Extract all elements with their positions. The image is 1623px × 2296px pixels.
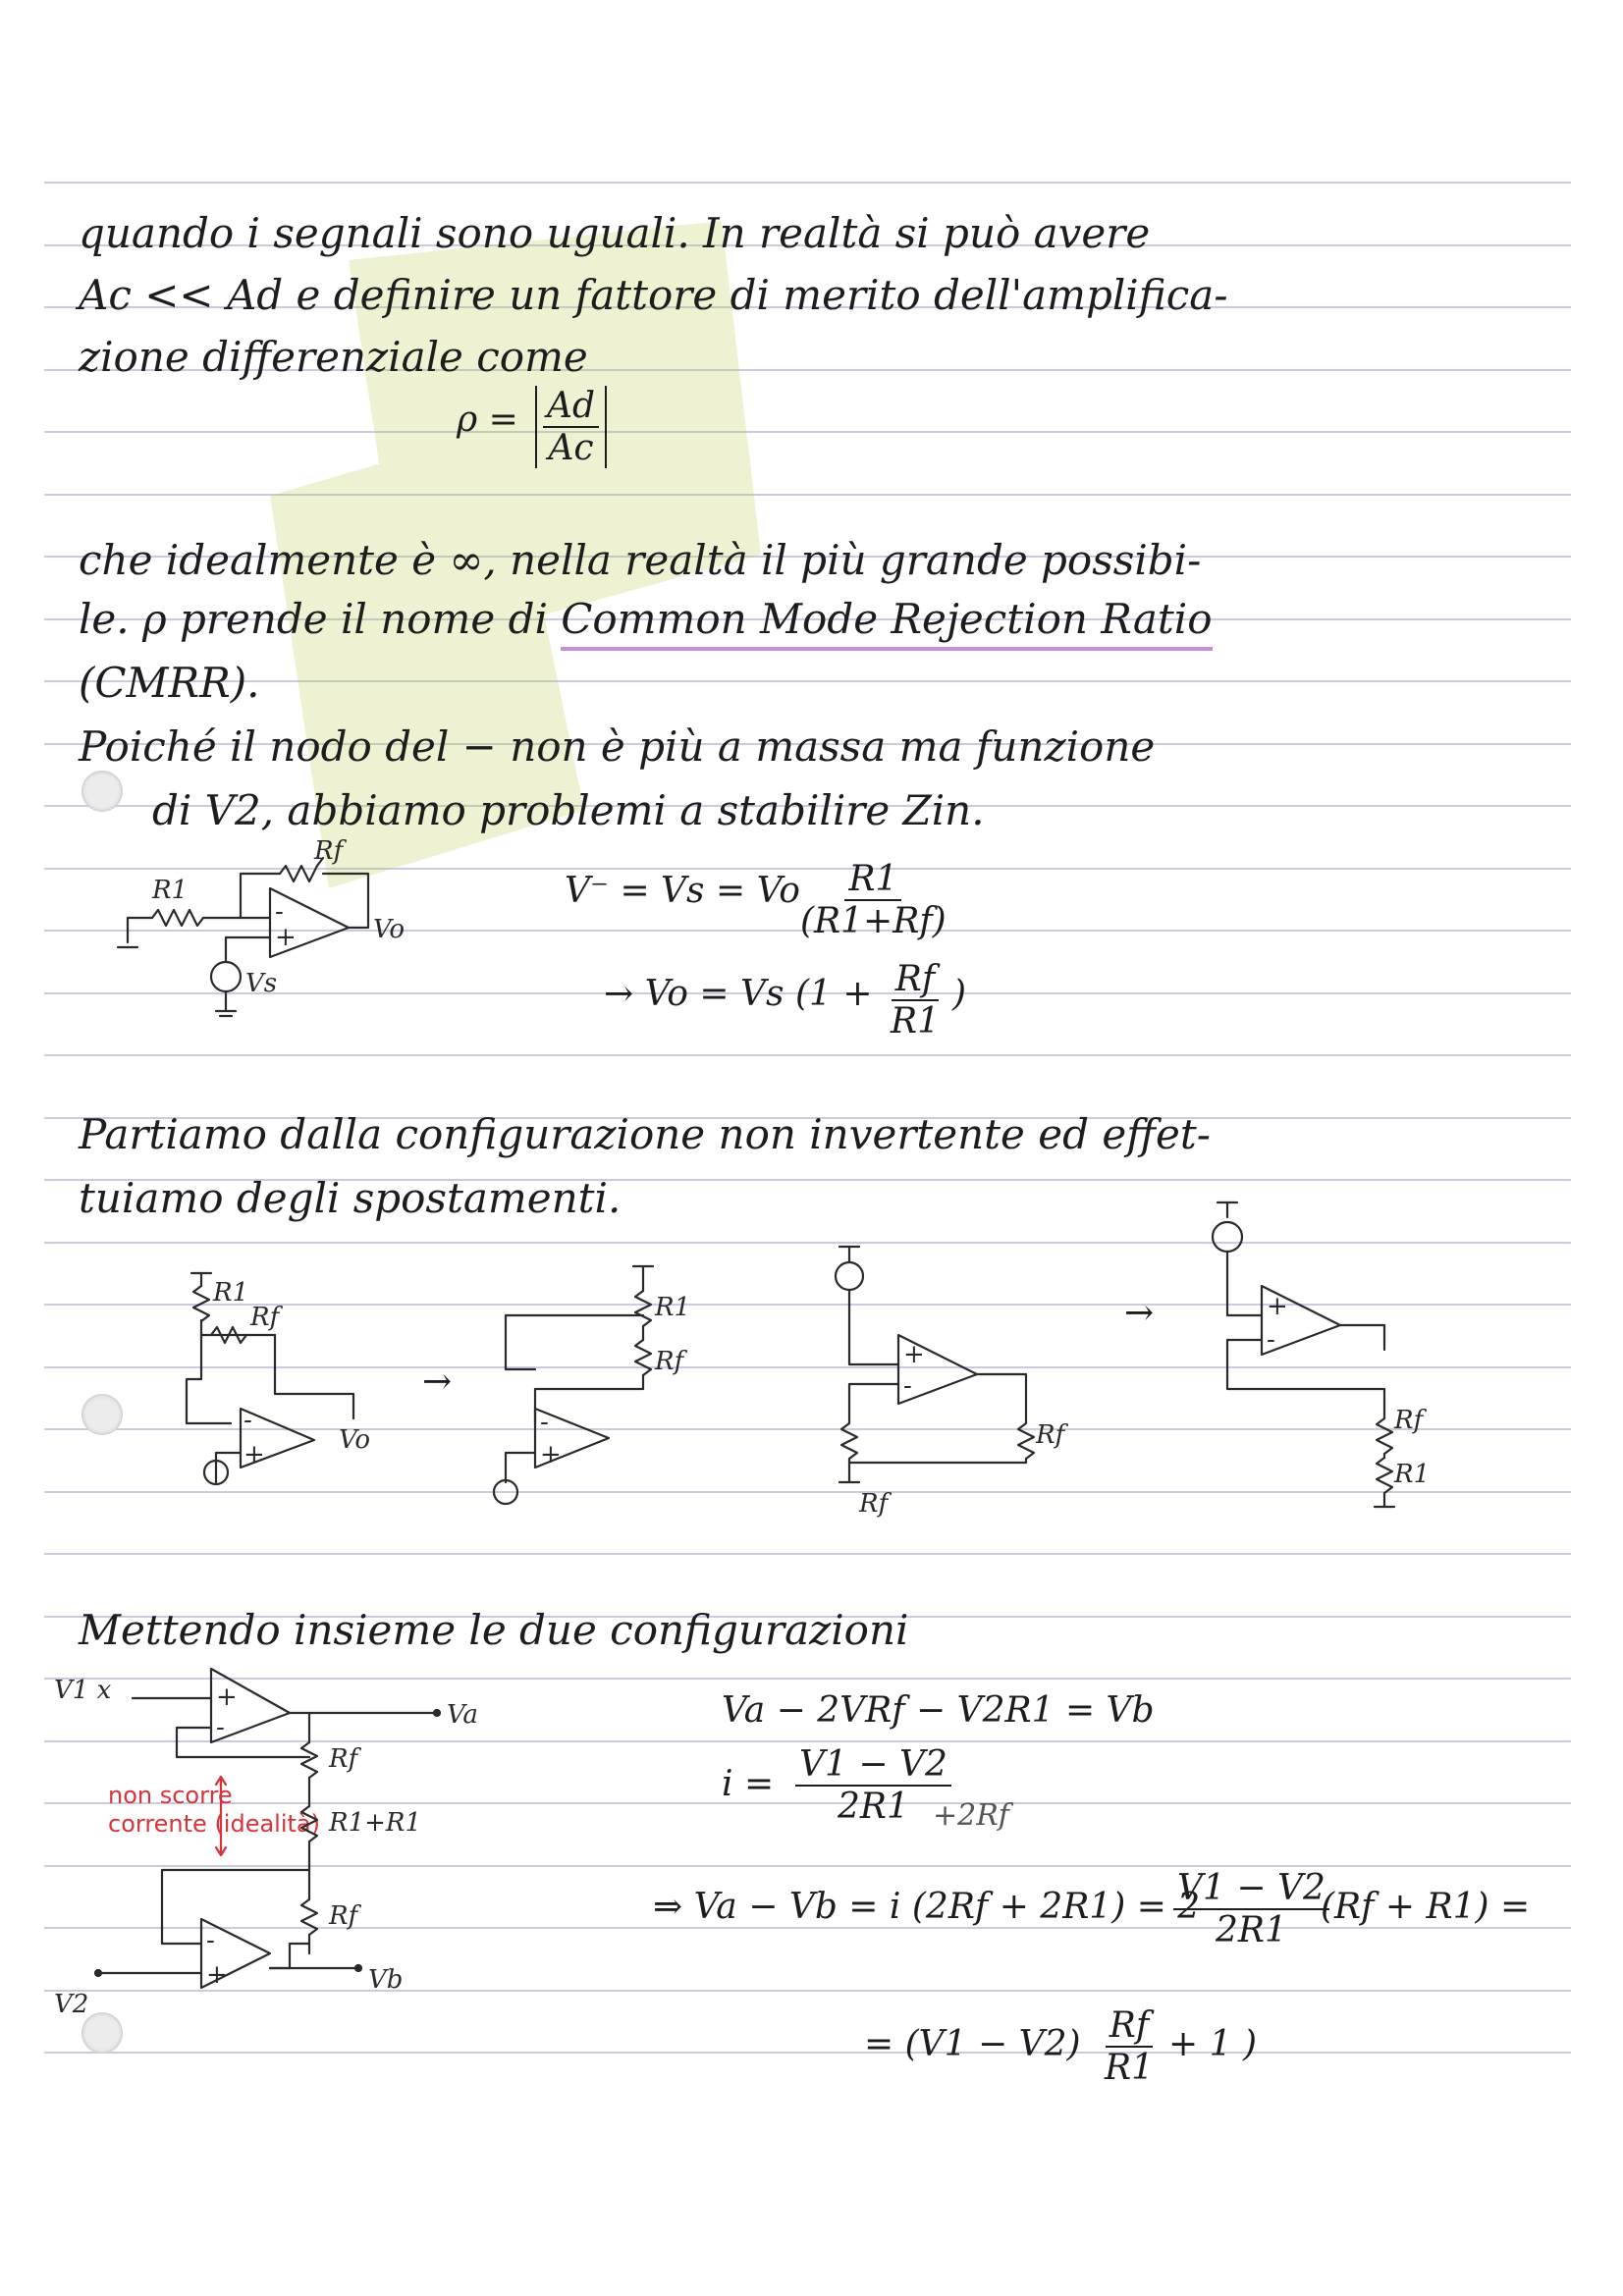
label-r1: R1 — [655, 1293, 691, 1322]
text-line-8: di V2, abbiamo problemi a stabilire Zin. — [152, 786, 985, 834]
transform-arrow-2: → — [1124, 1293, 1155, 1333]
equation-current-fraction — [795, 1744, 951, 1827]
ruled-line — [44, 182, 1571, 184]
cmrr-highlight: Common Mode Rejection Ratio — [561, 595, 1212, 651]
label-r1-r1: R1+R1 — [329, 1808, 422, 1838]
label-rf: Rf — [1036, 1420, 1065, 1450]
text-line-4: che idealmente è ∞, nella realtà il più grande possibi- — [79, 536, 1202, 584]
text-line-1: quando i segnali sono uguali. In realtà si può avere — [79, 209, 1151, 257]
label-rf: Rf — [1394, 1406, 1424, 1435]
ruled-line — [44, 1054, 1571, 1056]
label-rf: Rf — [655, 1347, 684, 1376]
label-r1: R1 — [152, 876, 189, 905]
red-note-line-1: non scorre — [108, 1782, 233, 1809]
non-inverting-circuit — [123, 829, 476, 1045]
label-rf-lower: Rf — [329, 1901, 358, 1931]
equation-current-note: +2Rf — [933, 1798, 1009, 1833]
ruled-line — [44, 431, 1571, 433]
red-note-line-2: corrente (idealità) — [108, 1809, 320, 1838]
formula-vo-mid: (1 + — [795, 974, 873, 1014]
formula-vminus-lhs: V⁻ = Vs = Vo — [565, 871, 800, 911]
label-r1: R1 — [213, 1278, 249, 1308]
text-line-3: zione differenziale come — [79, 333, 588, 381]
equation-current-num: V1 − V2 — [795, 1744, 951, 1787]
label-vo: Vo — [373, 915, 406, 944]
equation-result-end: + 1 ) — [1168, 2024, 1257, 2064]
formula-vminus-den: (R1+Rf) — [800, 901, 947, 941]
equation-diff-end: (Rf + R1) = — [1321, 1887, 1531, 1927]
notebook-page — [44, 182, 1571, 2110]
rearranged-circuit-b — [506, 1261, 722, 1507]
formula-vminus-fraction — [800, 859, 947, 941]
text-line-11: Mettendo insieme le due configurazioni — [79, 1606, 909, 1654]
label-r1: R1 — [1394, 1460, 1431, 1489]
equation-diff-num: V1 − V2 — [1173, 1868, 1329, 1910]
label-minus: - — [275, 897, 284, 927]
punch-hole — [81, 771, 123, 812]
rho-numerator: Ad — [543, 386, 599, 428]
text-line-6: (CMRR). — [79, 659, 260, 707]
equation-diff-lhs: ⇒ Va − Vb = i (2Rf + 2R1) = 2 — [653, 1887, 1201, 1927]
text-line-2: Ac << Ad e definire un fattore di merito dell'amplifica- — [79, 271, 1228, 319]
label-plus: + — [1267, 1292, 1288, 1321]
equation-result-num: Rf — [1106, 2005, 1153, 2048]
label-rf-upper: Rf — [329, 1744, 358, 1774]
label-v1: V1 x — [54, 1676, 112, 1705]
ruled-line — [44, 494, 1571, 496]
text-line-7: Poiché il nodo del − non è più a massa ma funzione — [79, 722, 1156, 771]
label-rf: Rf — [250, 1303, 280, 1332]
instrumentation-circuit — [54, 1659, 653, 2052]
ruled-line — [44, 1553, 1571, 1555]
equation-current-lhs: i = — [722, 1764, 775, 1804]
equation-diff-fraction — [1173, 1868, 1329, 1950]
label-plus: + — [903, 1340, 925, 1369]
equation-result-fraction — [1105, 2005, 1154, 2088]
label-minus: - — [540, 1408, 549, 1437]
label-va: Va — [447, 1700, 478, 1730]
rho-fraction — [535, 386, 607, 468]
ruled-line — [44, 2052, 1571, 2054]
text-line-5-start: le. ρ prende il nome di — [79, 595, 562, 643]
rho-formula-lhs: ρ = — [457, 400, 518, 440]
label-vs: Vs — [245, 969, 278, 998]
rearranged-circuit-a — [133, 1271, 407, 1497]
text-line-9: Partiamo dalla configurazione non invertente ed effet- — [79, 1110, 1211, 1158]
equation-current-den: 2R1 — [837, 1787, 909, 1827]
ruled-line — [44, 680, 1571, 682]
label-rf-lower: Rf — [859, 1489, 889, 1519]
formula-vo-den: R1 — [891, 1001, 941, 1041]
formula-vo-fraction — [891, 959, 940, 1041]
label-plus-bottom: + — [206, 1960, 228, 1990]
text-line-10: tuiamo degli spostamenti. — [79, 1174, 622, 1222]
label-vo: Vo — [339, 1425, 371, 1455]
label-minus-bottom: - — [206, 1926, 215, 1955]
formula-vo-lhs: → Vo = Vs — [604, 974, 784, 1014]
label-minus: - — [1267, 1325, 1275, 1355]
text-line-5 — [79, 595, 1213, 643]
equation-va-vb: Va − 2VRf − V2R1 = Vb — [722, 1690, 1155, 1731]
equation-result-lhs: = (V1 − V2) — [864, 2024, 1081, 2064]
equation-result-den: R1 — [1105, 2048, 1155, 2088]
transform-arrow-1: → — [422, 1362, 453, 1402]
formula-vo-end: ) — [952, 974, 967, 1014]
equation-diff-den: 2R1 — [1215, 1910, 1287, 1950]
label-plus: + — [275, 923, 297, 952]
punch-hole — [81, 1394, 123, 1435]
rho-denominator: Ac — [548, 428, 594, 468]
label-minus: - — [243, 1406, 252, 1435]
formula-vo-num: Rf — [892, 959, 939, 1001]
rearranged-circuit-c — [830, 1237, 1065, 1531]
rearranged-circuit-d — [1203, 1193, 1458, 1526]
label-rf: Rf — [314, 836, 344, 866]
label-plus: + — [540, 1440, 562, 1469]
label-v2: V2 — [54, 1990, 89, 2019]
label-minus-top: - — [216, 1713, 225, 1742]
formula-vminus-num: R1 — [844, 859, 901, 901]
label-minus: - — [903, 1371, 912, 1401]
label-plus: + — [243, 1440, 265, 1469]
label-plus-top: + — [216, 1682, 238, 1712]
label-vb: Vb — [368, 1965, 404, 1995]
